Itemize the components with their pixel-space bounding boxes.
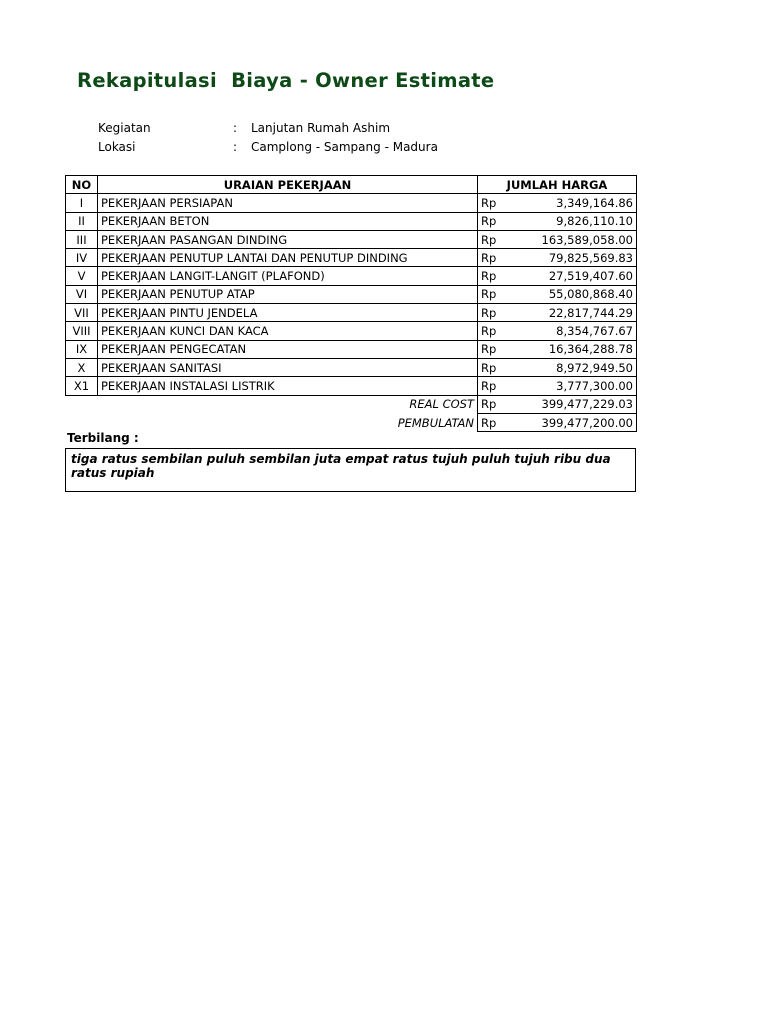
currency-cell: Rp xyxy=(478,212,508,230)
row-description: PEKERJAAN LANGIT-LANGIT (PLAFOND) xyxy=(98,267,478,285)
table-row xyxy=(66,230,637,248)
row-amount: 8,354,767.67 xyxy=(508,322,637,340)
table-row xyxy=(66,194,637,212)
info-value: Camplong - Sampang - Madura xyxy=(251,140,438,154)
real-cost-label: REAL COST xyxy=(409,397,474,412)
table-row xyxy=(66,249,637,267)
header-description: URAIAN PEKERJAAN xyxy=(98,176,478,194)
info-label: Lokasi xyxy=(98,140,136,154)
table-header-row xyxy=(66,176,637,194)
row-amount: 3,349,164.86 xyxy=(508,194,637,212)
header-amount: JUMLAH HARGA xyxy=(478,176,637,194)
info-label: Kegiatan xyxy=(98,121,151,135)
terbilang-label: Terbilang : xyxy=(67,431,139,445)
pembulatan-label: PEMBULATAN xyxy=(397,415,474,430)
table-row xyxy=(66,267,637,285)
empty-cell xyxy=(66,395,98,413)
row-number: VI xyxy=(66,285,98,303)
cost-summary-table xyxy=(65,175,637,432)
table-row xyxy=(66,322,637,340)
table-row xyxy=(66,377,637,395)
row-number: VII xyxy=(66,304,98,322)
table-row xyxy=(66,285,637,303)
row-number: X1 xyxy=(66,377,98,395)
currency-cell: Rp xyxy=(478,340,508,358)
empty-cell xyxy=(66,413,98,431)
row-amount: 163,589,058.00 xyxy=(508,230,637,248)
row-amount: 9,826,110.10 xyxy=(508,212,637,230)
row-amount: 79,825,569.83 xyxy=(508,249,637,267)
currency-cell: Rp xyxy=(478,413,508,431)
row-number: IX xyxy=(66,340,98,358)
row-description: PEKERJAAN BETON xyxy=(98,212,478,230)
currency-cell: Rp xyxy=(478,377,508,395)
row-description: PEKERJAAN INSTALASI LISTRIK xyxy=(98,377,478,395)
currency-cell: Rp xyxy=(478,304,508,322)
row-amount: 55,080,868.40 xyxy=(508,285,637,303)
table-row xyxy=(66,358,637,376)
info-separator: : xyxy=(233,121,238,135)
header-no: NO xyxy=(66,176,98,194)
info-row-lokasi xyxy=(98,140,518,156)
row-amount: 16,364,288.78 xyxy=(508,340,637,358)
row-description: PEKERJAAN PENUTUP ATAP xyxy=(98,285,478,303)
row-description: PEKERJAAN PINTU JENDELA xyxy=(98,304,478,322)
row-number: X xyxy=(66,358,98,376)
row-number: IV xyxy=(66,249,98,267)
row-number: III xyxy=(66,230,98,248)
row-description: PEKERJAAN SANITASI xyxy=(98,358,478,376)
row-amount: 8,972,949.50 xyxy=(508,358,637,376)
row-description: PEKERJAAN PENGECATAN xyxy=(98,340,478,358)
table-row xyxy=(66,340,637,358)
row-amount: 27,519,407.60 xyxy=(508,267,637,285)
currency-cell: Rp xyxy=(478,194,508,212)
row-number: VIII xyxy=(66,322,98,340)
terbilang-text: tiga ratus sembilan puluh sembilan juta empat ratus tujuh puluh tujuh ribu dua ratus rupiah xyxy=(65,448,636,492)
currency-cell: Rp xyxy=(478,230,508,248)
currency-cell: Rp xyxy=(478,395,508,413)
currency-cell: Rp xyxy=(478,358,508,376)
real-cost-amount: 399,477,229.03 xyxy=(508,395,637,413)
row-description: PEKERJAAN KUNCI DAN KACA xyxy=(98,322,478,340)
row-number: II xyxy=(66,212,98,230)
table-row xyxy=(66,304,637,322)
currency-cell: Rp xyxy=(478,322,508,340)
page-title: Rekapitulasi Biaya - Owner Estimate xyxy=(77,69,495,92)
currency-cell: Rp xyxy=(478,249,508,267)
row-description: PEKERJAAN PASANGAN DINDING xyxy=(98,230,478,248)
currency-cell: Rp xyxy=(478,285,508,303)
real-cost-row xyxy=(66,395,637,413)
row-number: I xyxy=(66,194,98,212)
currency-cell: Rp xyxy=(478,267,508,285)
info-separator: : xyxy=(233,140,238,154)
row-number: V xyxy=(66,267,98,285)
row-amount: 3,777,300.00 xyxy=(508,377,637,395)
row-description: PEKERJAAN PERSIAPAN xyxy=(98,194,478,212)
row-description: PEKERJAAN PENUTUP LANTAI DAN PENUTUP DINDING xyxy=(98,249,478,267)
pembulatan-row xyxy=(66,413,637,431)
info-row-kegiatan xyxy=(98,121,518,137)
table-row xyxy=(66,212,637,230)
info-value: Lanjutan Rumah Ashim xyxy=(251,121,391,135)
row-amount: 22,817,744.29 xyxy=(508,304,637,322)
pembulatan-amount: 399,477,200.00 xyxy=(508,413,637,431)
